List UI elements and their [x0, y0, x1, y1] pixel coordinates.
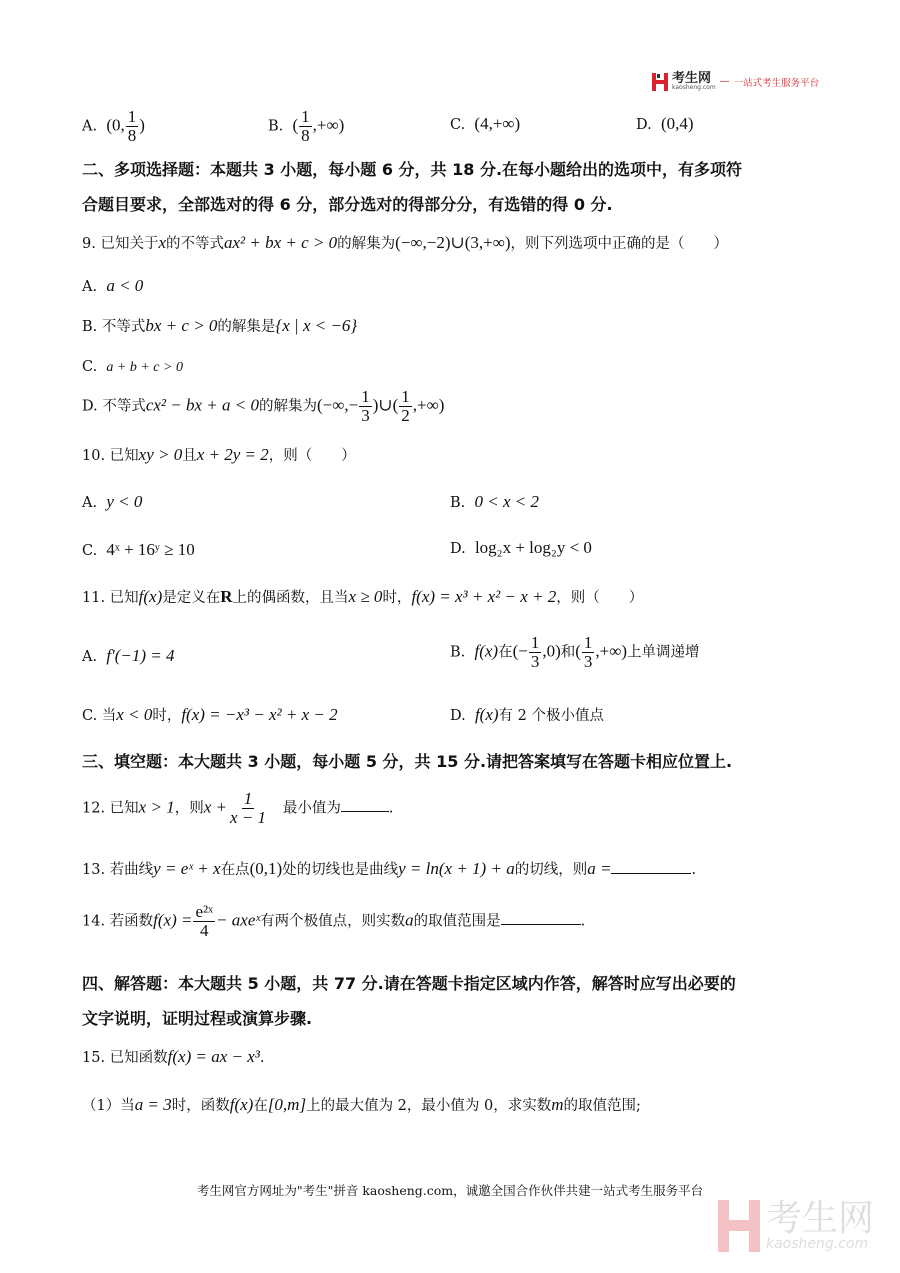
watermark-logo-icon	[718, 1200, 760, 1252]
q8-option-b: B. ( $\frac{1}{8}$ ,+∞)	[268, 107, 345, 145]
kaosheng-logo-icon	[652, 73, 668, 91]
header-logo: 考生网 kaosheng.com — 一站式考生服务平台	[652, 72, 819, 91]
q9-option-b: B. 不等式bx + c > 0的解集是{x | x < −6}	[82, 316, 358, 335]
q12-answer-blank	[341, 797, 389, 812]
q10-option-c: C. 4ˣ + 16ʸ ≥ 10	[82, 540, 195, 559]
q10-option-d: D. log₂x + log₂y < 0	[450, 538, 592, 557]
q9-option-c: C. a + b + c > 0	[82, 359, 183, 375]
q11-option-b: B. f(x)在(− $\frac{1}{3}$ ,0)和( $\frac{1}{3}$ ,+∞)上单调递增	[450, 633, 700, 671]
q9-stem: 9. 已知关于x的不等式ax² + bx + c > 0的解集为(−∞,−2)∪(3,+∞)，则下列选项中正确的是（ ）	[82, 233, 729, 252]
q9-option-d: D. 不等式cx² − bx + a < 0的解集为(−∞,− $\frac{1}{3}$ )∪( $\frac{1}{2}$ ,+∞)	[82, 387, 445, 425]
q12-stem: 12. 已知x > 1，则x + $\frac{1}{x - 1}$ 最小值为 .	[82, 789, 394, 827]
q11-stem: 11. 已知f(x)是定义在R上的偶函数，且当x ≥ 0时，f(x) = x³ + x² − x + 2，则（ ）	[82, 587, 644, 606]
q13-answer-blank	[611, 859, 691, 874]
watermark-name: 考生网	[766, 1198, 875, 1239]
q15-stem: 15. 已知函数f(x) = ax − x³.	[82, 1047, 265, 1066]
section4-heading-line2: 文字说明，证明过程或演算步骤.	[82, 1009, 313, 1028]
q13-stem: 13. 若曲线y = eˣ + x在点(0,1)处的切线也是曲线y = ln(x + 1) + a的切线，则a = .	[82, 859, 697, 878]
q14-answer-blank	[501, 910, 581, 925]
section2-heading-line1: 二、多项选择题：本题共 3 小题，每小题 6 分，共 18 分.在每小题给出的选项中，有多项符	[82, 160, 743, 179]
q15-part1: （1）当a = 3时，函数f(x)在[0,m]上的最大值为 2，最小值为 0，求实数m的取值范围;	[82, 1095, 641, 1114]
q11-option-a: A. f′(−1) = 4	[82, 646, 175, 665]
logo-slogan: 一站式考生服务平台	[733, 77, 820, 89]
q14-stem: 14. 若函数f(x) = $\frac{\text{e²ˣ}}{4}$ − axeˣ有两个极值点，则实数a的取值范围是 .	[82, 902, 586, 940]
q8-option-d: D. (0,4)	[636, 114, 694, 133]
section3-heading: 三、填空题：本大题共 3 小题，每小题 5 分，共 15 分.请把答案填写在答题卡相应位置上.	[82, 752, 733, 771]
q10-stem: 10. 已知xy > 0且x + 2y = 2，则（ ）	[82, 445, 356, 464]
page-footer: 考生网官方网址为"考生"拼音 kaosheng.com，诚邀全国合作伙伴共建一站式考生服务平台	[196, 1183, 704, 1198]
q10-option-a: A. y < 0	[82, 492, 143, 511]
logo-domain: kaosheng.com	[672, 84, 716, 91]
watermark-domain: kaosheng.com	[766, 1236, 869, 1252]
q9-option-a: A. a < 0	[82, 276, 144, 295]
q8-option-c: C. (4,+∞)	[450, 114, 521, 133]
watermark	[718, 1200, 874, 1252]
q11-option-c: C. 当x < 0时，f(x) = −x³ − x² + x − 2	[82, 705, 338, 724]
q8-option-a: A. (0, $\frac{1}{8}$ )	[82, 107, 145, 145]
section4-heading-line1: 四、解答题：本大题共 5 小题，共 77 分.请在答题卡指定区域内作答，解答时应写出必要的	[82, 974, 736, 993]
q10-option-b: B. 0 < x < 2	[450, 492, 539, 511]
q11-option-d: D. f(x)有 2 个极小值点	[450, 705, 604, 724]
section2-heading-line2: 合题目要求，全部选对的得 6 分，部分选对的得部分分，有选错的得 0 分.	[82, 195, 613, 214]
logo-name: 考生网	[672, 71, 712, 86]
